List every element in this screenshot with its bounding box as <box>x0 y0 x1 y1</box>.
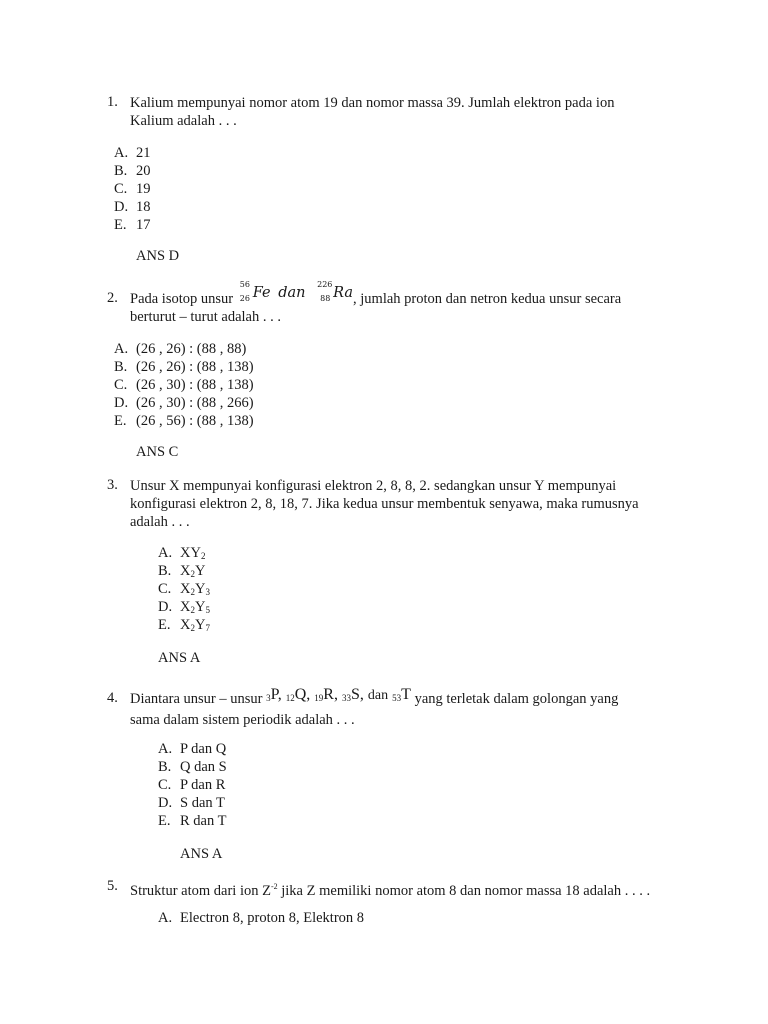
question-number: 1. <box>107 94 118 110</box>
question-text: Diantara unsur – unsur $_3$P, $_{12}$Q, $_{19}$R, $_{33}$S, dan $_{53}$T yang terletak dalam golongan yang sama dalam sistem periodik adalah . . . <box>130 686 619 728</box>
question-number: 4. <box>107 690 118 706</box>
question-1 <box>107 94 687 130</box>
element-list: $_3$P, $_{12}$Q, $_{19}$R, $_{33}$S, dan $_{53}$T <box>266 686 411 703</box>
option-e[interactable]: E. R dan T <box>158 813 227 829</box>
option-e[interactable]: E. (26 , 56) : (88 , 138) <box>114 413 254 429</box>
option-d[interactable]: D. $X_2Y_5$ <box>158 599 210 615</box>
question-2 <box>107 280 687 326</box>
options-q3 <box>158 544 210 634</box>
option-b[interactable]: B. Q dan S <box>158 759 227 775</box>
option-c[interactable]: C. (26 , 30) : (88 , 138) <box>114 377 254 393</box>
option-e[interactable]: E. $X_2Y_7$ <box>158 617 210 633</box>
answer-q1: ANS D <box>136 248 180 264</box>
option-e[interactable]: E. 17 <box>114 217 151 233</box>
question-3 <box>107 477 687 531</box>
question-text: Struktur atom dari ion $Z^{-2}$ jika Z memiliki nomor atom 8 dan nomor massa 18 adalah . . . . <box>130 882 651 899</box>
options-q2 <box>114 340 254 430</box>
question-4 <box>107 686 707 729</box>
option-d[interactable]: D. S dan T <box>158 795 225 811</box>
answer-q3: ANS A <box>158 650 201 666</box>
question-number: 2. <box>107 290 118 306</box>
option-a[interactable]: A. Electron 8, proton 8, Elektron 8 <box>158 910 365 926</box>
options-q1 <box>114 144 151 234</box>
option-a[interactable]: A. 21 <box>114 145 151 161</box>
question-text: Unsur X mempunyai konfigurasi elektron 2, 8, 8, 2. sedangkan unsur Y mempunyai konfigurasi elektron 2, 8, 18, 7. Jika kedua unsur membentuk senyawa, maka rumusnya adalah . . . <box>130 478 639 530</box>
options-q5 <box>158 909 364 927</box>
isotope-fe: 56 26 Fe <box>239 280 271 303</box>
answer-q2: ANS C <box>136 444 179 460</box>
option-b[interactable]: B. $X_2Y$ <box>158 563 206 579</box>
option-b[interactable]: B. 20 <box>114 163 151 179</box>
question-number: 5. <box>107 878 118 894</box>
answer-q4: ANS A <box>180 846 223 862</box>
question-number: 3. <box>107 477 118 493</box>
options-q4 <box>158 740 227 830</box>
option-d[interactable]: D. (26 , 30) : (88 , 266) <box>114 395 254 411</box>
option-a[interactable]: A. (26 , 26) : (88 , 88) <box>114 341 247 357</box>
option-c[interactable]: C. 19 <box>114 181 151 197</box>
question-text: Pada isotop unsur 56 26 Fe dan 226 88 Ra, jumlah proton dan netron kedua unsur secara berturut – turut adalah . . . <box>130 280 622 325</box>
question-5 <box>107 878 707 900</box>
option-c[interactable]: C. P dan R <box>158 777 226 793</box>
option-a[interactable]: A. P dan Q <box>158 741 227 757</box>
option-c[interactable]: C. $X_2Y_3$ <box>158 581 210 597</box>
option-d[interactable]: D. 18 <box>114 199 151 215</box>
option-a[interactable]: A. $XY_2$ <box>158 545 206 561</box>
isotope-joiner: dan <box>278 285 306 301</box>
question-text: Kalium mempunyai nomor atom 19 dan nomor massa 39. Jumlah elektron pada ion Kalium adalah . . . <box>130 95 615 129</box>
option-b[interactable]: B. (26 , 26) : (88 , 138) <box>114 359 254 375</box>
isotope-ra: 226 88 Ra <box>317 280 354 303</box>
